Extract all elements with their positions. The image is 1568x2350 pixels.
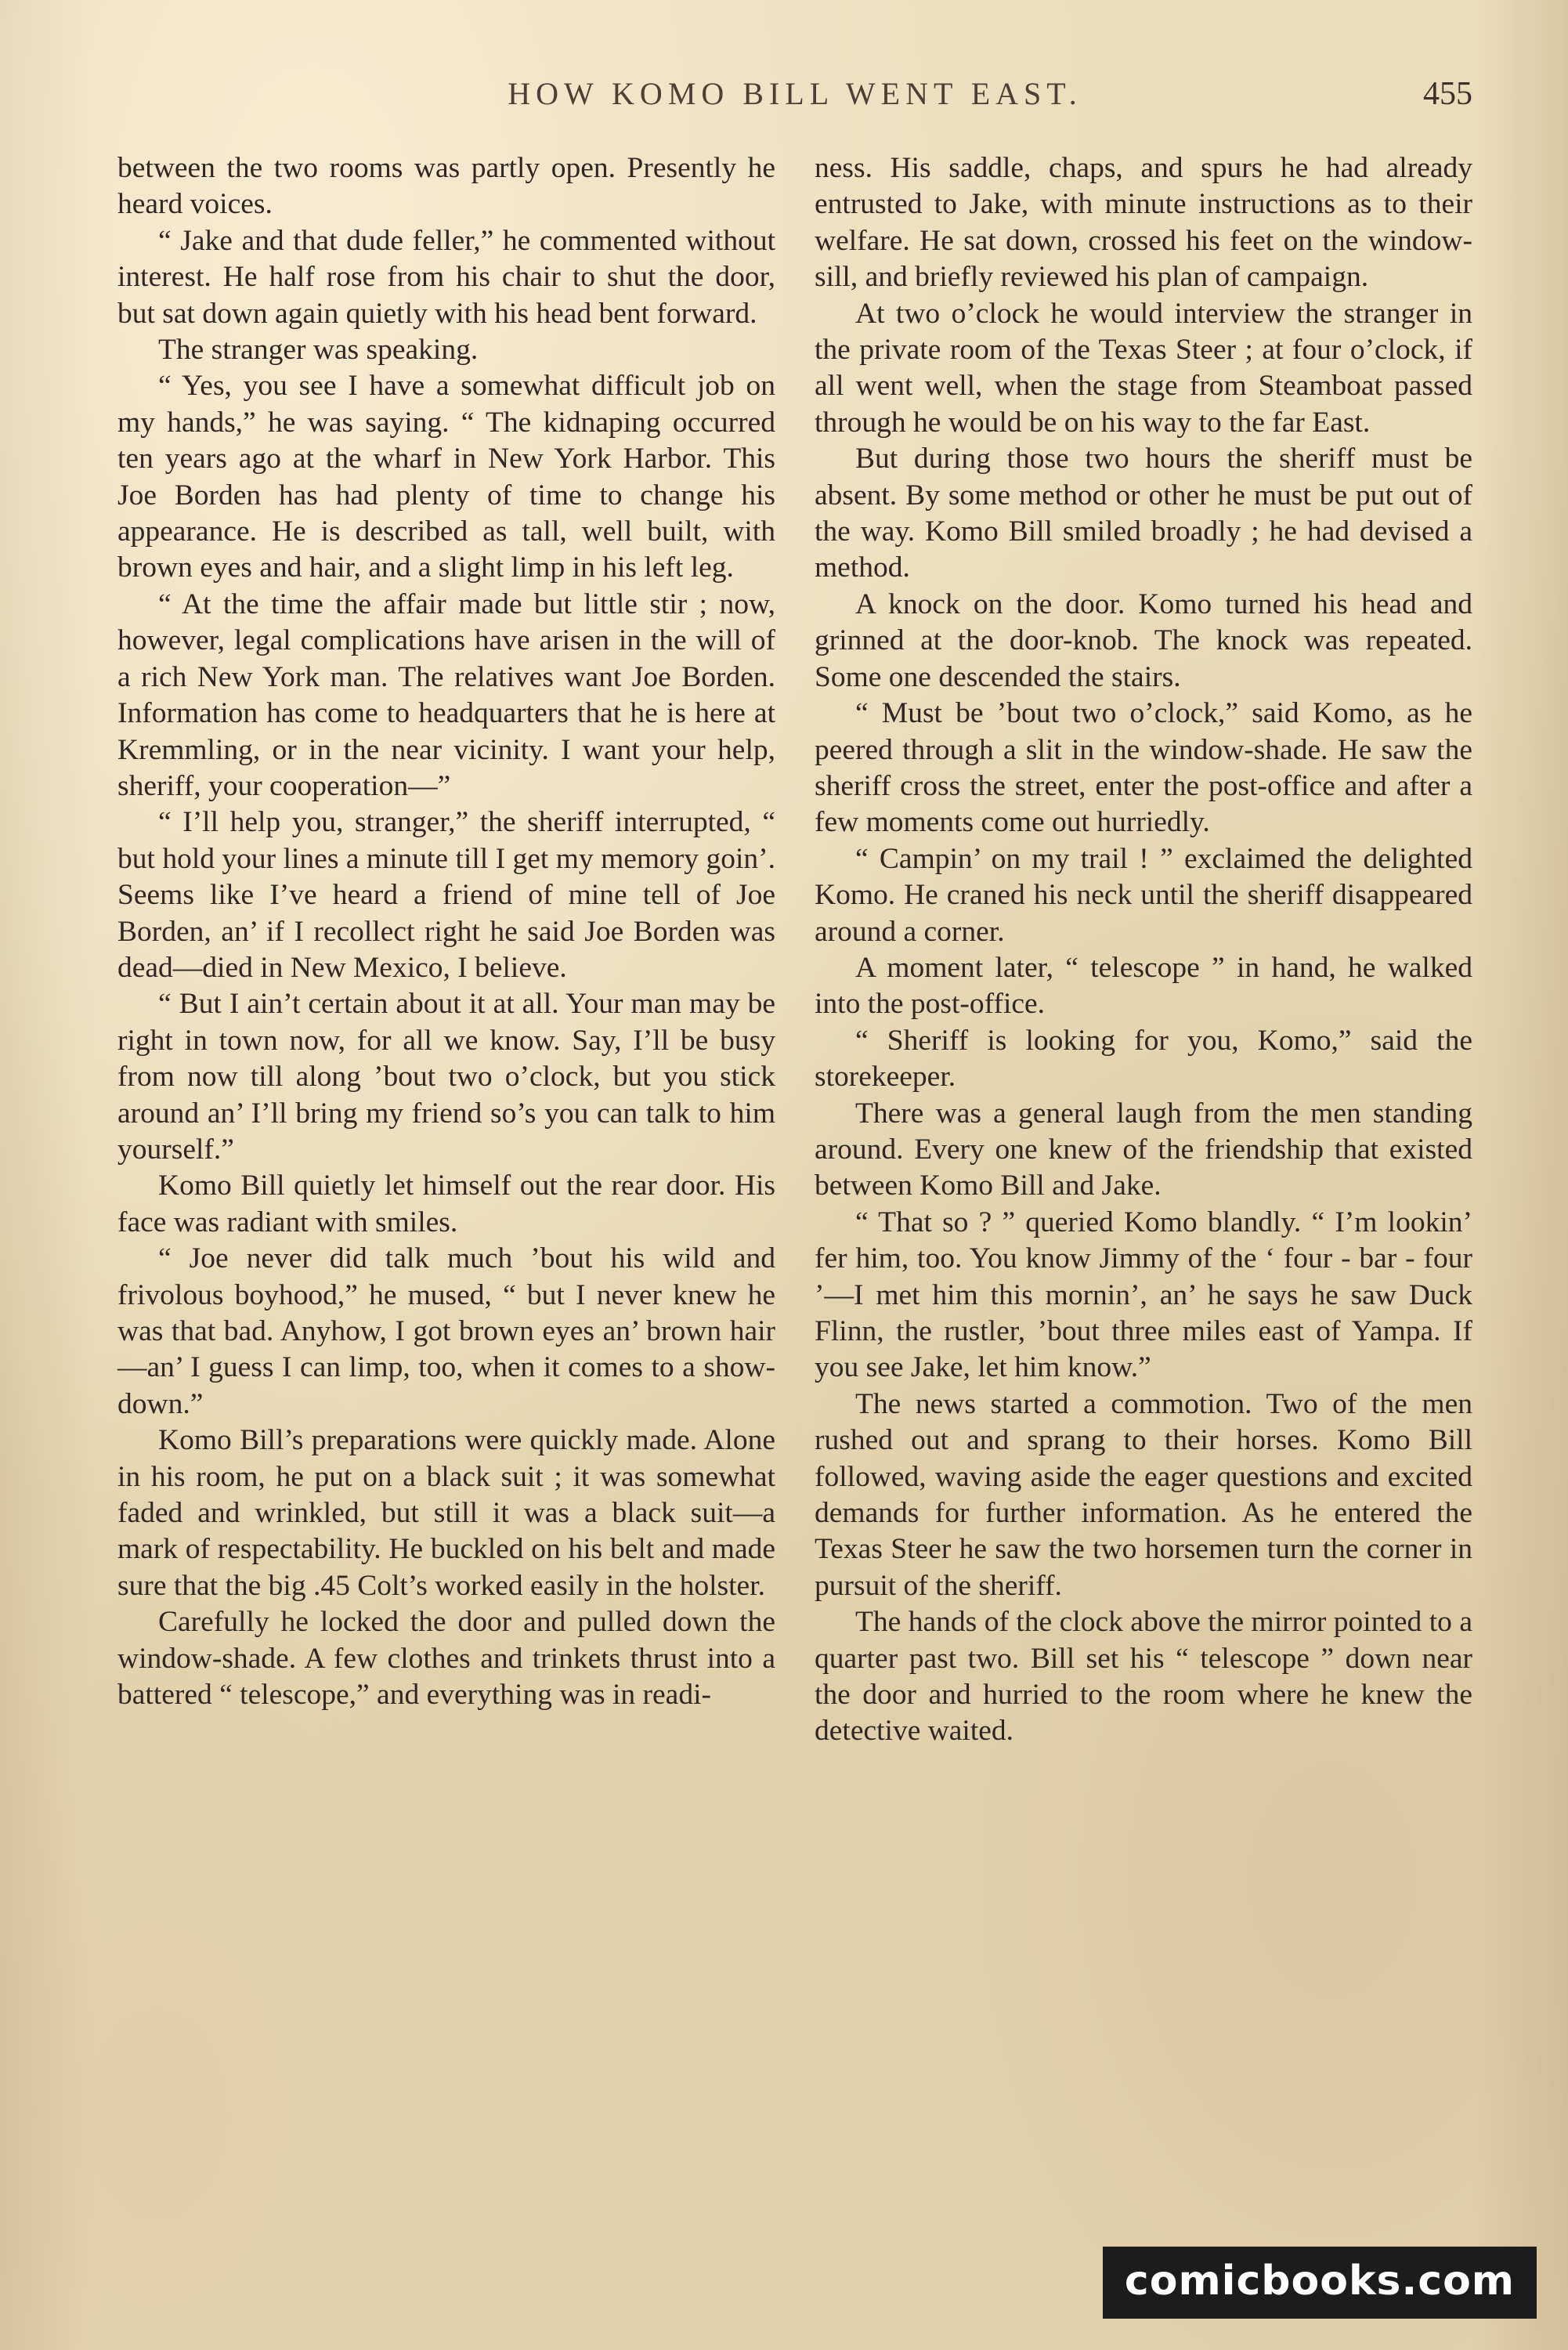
paragraph: “ Sheriff is looking for you, Komo,” said the storekeeper.	[815, 1024, 1472, 1094]
paragraph: The stranger was speaking.	[158, 334, 479, 367]
paragraph: There was a general laugh from the men standing around. Every one knew of the friendship that existed between Komo Bill and Jake.	[815, 1097, 1472, 1202]
paragraph: At two o’clock he would interview the stranger in the private room of the Texas Steer ; at four o’clock, if all went well, when the stage from Steamboat passed through he would be on his way to the far East.	[815, 297, 1472, 439]
paragraph: “ Must be ’bout two o’clock,” said Komo, as he peered through a slit in the window-shade. He saw the sheriff cross the street, enter the post-office and after a few moments come out hurriedly.	[815, 697, 1472, 839]
paragraph: “ Campin’ on my trail ! ” exclaimed the delighted Komo. He craned his neck until the sheriff disappeared around a corner.	[815, 842, 1472, 948]
paragraph: “ Yes, you see I have a somewhat difficult job on my hands,” he was saying. “ The kidnaping occurred ten years ago at the wharf in New York Harbor. This Joe Borden has had plenty of time to change his appearance. He is described as tall, well built, with brown eyes and hair, and a slight limp in his left leg.	[117, 370, 775, 584]
paragraph: The news started a commotion. Two of the men rushed out and sprang to their horses. Komo Bill followed, waving aside the eager questions and excited demands for further information. As he entered the Texas Steer he saw the two horsemen turn the corner in pursuit of the sheriff.	[815, 1387, 1472, 1602]
paragraph: “ But I ain’t certain about it at all. Your man may be right in town now, for all we know. Say, I’ll be busy from now till along ’bout two o’clock, but you stick around an’ I’ll bring my friend so’s you can talk to him yourself.”	[117, 988, 775, 1166]
paragraph: “ At the time the affair made but little stir ; now, however, legal complications have arisen in the will of a rich New York man. The relatives want Joe Borden. Information has come to headquarters that he is here at Kremmling, or in the near vicinity. I want your help, sheriff, your cooperation—”	[117, 588, 775, 802]
watermark: comicbooks.com	[1103, 2247, 1537, 2319]
paragraph: “ Joe never did talk much ’bout his wild and frivolous boyhood,” he mused, “ but I never knew he was that bad. Anyhow, I got brown eyes an’ brown hair—an’ I guess I can limp, too, when it comes to a show-down.”	[117, 1242, 775, 1420]
paragraph: A knock on the door. Komo turned his head and grinned at the door-knob. The knock was repeated. Some one descended the stairs.	[815, 588, 1472, 693]
left-column	[117, 150, 775, 1713]
paragraph: “ I’ll help you, stranger,” the sheriff interrupted, “ but hold your lines a minute till I get my memory goin’. Seems like I’ve heard a friend of mine tell of Joe Borden, an’ if I recollect right he said Joe Borden was dead—died in New Mexico, I believe.	[117, 806, 775, 984]
paragraph: “ That so ? ” queried Komo blandly. “ I’m lookin’ fer him, too. You know Jimmy of the ‘ four - bar - four ’—I met him this mornin’, an’ he says he saw Duck Flinn, the rustler, ’bout three miles east of Yampa. If you see Jake, let him know.”	[815, 1206, 1472, 1384]
paragraph: ness. His saddle, chaps, and spurs he had already entrusted to Jake, with minute instructions as to their welfare. He sat down, crossed his feet on the window-sill, and briefly reviewed his plan of campaign.	[815, 152, 1472, 294]
paragraph: A moment later, “ telescope ” in hand, he walked into the post-office.	[815, 951, 1472, 1021]
paragraph: Komo Bill quietly let himself out the rear door. His face was radiant with smiles.	[117, 1170, 775, 1238]
paragraph: But during those two hours the sheriff must be absent. By some method or other he must be put out of the way. Komo Bill smiled broadly ; he had devised a method.	[815, 443, 1472, 584]
paragraph: The hands of the clock above the mirror pointed to a quarter past two. Bill set his “ telescope ” down near the door and hurried to the room where he knew the detective waited.	[815, 1606, 1472, 1748]
paragraph: Carefully he locked the door and pulled down the window-shade. A few clothes and trinkets thrust into a battered “ telescope,” and everything was in readi-	[117, 1606, 775, 1712]
paragraph: “ Jake and that dude feller,” he commented without interest. He half rose from his chair to shut the door, but sat down again quietly with his head bent forward.	[117, 224, 775, 330]
paragraph: between the two rooms was partly open. Presently he heard voices.	[117, 152, 775, 221]
paragraph: Komo Bill’s preparations were quickly made. Alone in his room, he put on a black suit ; it was somewhat faded and wrinkled, but still it was a black suit—a mark of respectability. He buckled on his belt and made sure that the big .45 Colt’s worked easily in the holster.	[117, 1424, 775, 1602]
page-number: 455	[1423, 76, 1472, 112]
running-title: HOW KOMO BILL WENT EAST.	[508, 76, 1082, 111]
right-column	[815, 150, 1472, 1750]
page-header	[117, 75, 1472, 130]
